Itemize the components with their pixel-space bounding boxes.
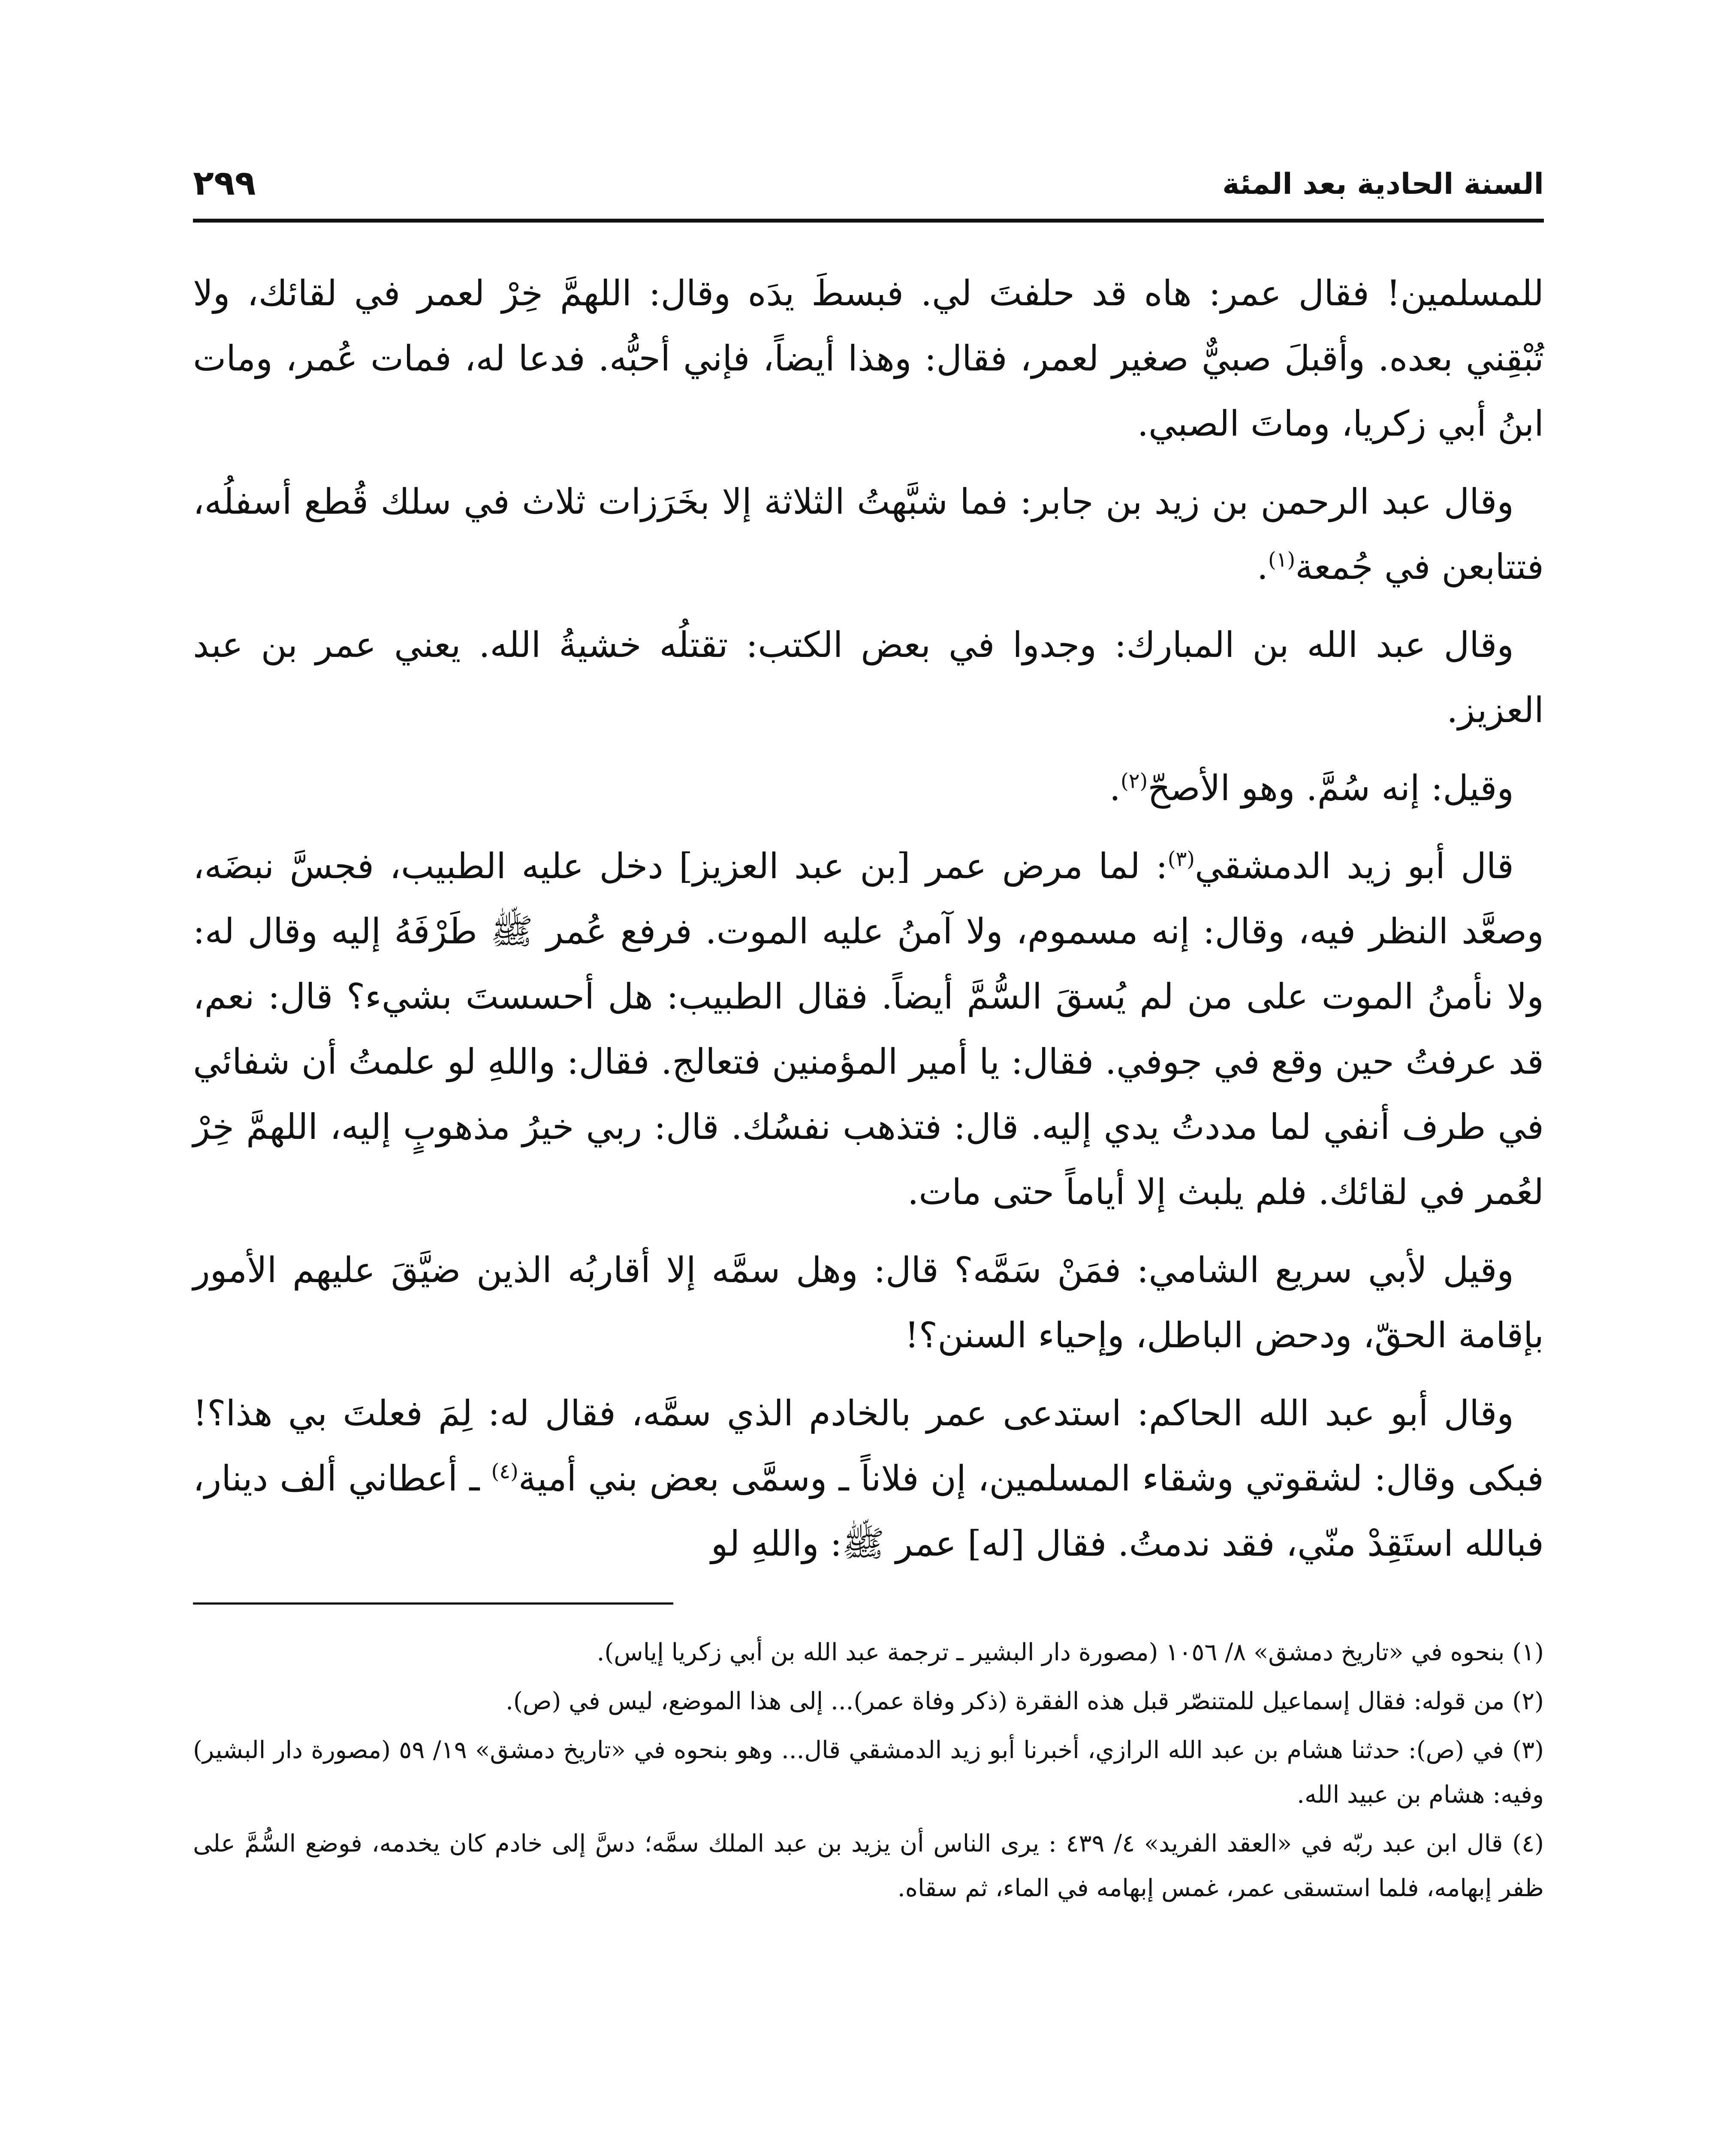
page-number: ٢٩٩ — [193, 163, 256, 203]
paragraph: قال أبو زيد الدمشقي$^{(٣)}$: لما مرض عمر [بن عبد العزيز] دخل عليه الطبيب، فجسَّ نبضَه، وصعَّد النظر فيه، وقال: إنه مسموم، ولا آمنُ عليه الموت. فرفع عُمر ﷺ طَرْفَهُ إليه وقال له: ولا نأمنُ الموت على من لم يُسقَ السُّمَّ أيضاً. فقال الطبيب: هل أحسستَ بشيء؟ قال: نعم، قد عرفتُ حين وقع في جوفي. فقال: يا أمير المؤمنين فتعالج. فقال: واللهِ لو علمتُ أن شفائي في طرف أنفي لما مددتُ يدي إليه. قال: فتذهب نفسُك. قال: ربي خيرُ مذهوبٍ إليه، اللهمَّ خِرْ لعُمر في لقائك. فلم يلبث إلا أياماً حتى مات. — [193, 846, 1544, 1213]
paragraph: وقال أبو عبد الله الحاكم: استدعى عمر بالخادم الذي سمَّه، فقال له: لِمَ فعلتَ بي هذا؟! فبكى وقال: لشقوتي وشقاء المسلمين، إن فلاناً ـ وسمَّى بعض بني أمية$^{(٤)}$ ـ أعطاني ألف دينار، فبالله استَقِدْ منّي، فقد ندمتُ. فقال [له] عمر ﷺ: واللهِ لو — [193, 1393, 1544, 1564]
footnote-mark: (١) — [1268, 548, 1296, 572]
paragraph: وقال عبد الرحمن بن زيد بن جابر: فما شبَّهتُ الثلاثة إلا بخَرَزات ثلاث في سلك قُطع أسفلُه، فتتابعن في جُمعة$^{(١)}$. — [193, 482, 1544, 587]
main-text — [193, 261, 1544, 1577]
paragraph: وقيل: إنه سُمَّ. وهو الأصحّ$^{(٢)}$. — [1109, 768, 1514, 809]
footnote-mark: (٤) — [491, 1459, 518, 1484]
book-page — [193, 163, 1544, 2144]
footnote: (٣) في (ص): حدثنا هشام بن عبد الله الرازي، أخبرنا أبو زيد الدمشقي قال... وهو بنحوه في «تاريخ دمشق» ١٩/ ٥٩ (مصورة دار البشير) وفيه: هشام بن عبيد الله. — [193, 1736, 1544, 1809]
running-title: السنة الحادية بعد المئة — [1222, 167, 1544, 201]
paragraph: وقال عبد الله بن المبارك: وجدوا في بعض الكتب: تقتلُه خشيةُ الله. يعني عمر بن عبد العزيز. — [193, 625, 1544, 731]
footnote-divider — [193, 1602, 673, 1605]
paragraph: وقيل لأبي سريع الشامي: فمَنْ سَمَّه؟ قال: وهل سمَّه إلا أقاربُه الذين ضيَّقَ عليهم الأمور بإقامة الحقّ، ودحض الباطل، وإحياء السنن؟! — [193, 1250, 1544, 1356]
paragraph: للمسلمين! فقال عمر: هاه قد حلفتَ لي. فبسطَ يدَه وقال: اللهمَّ خِرْ لعمر في لقائك، ولا تُبْقِني بعده. وأقبلَ صبيٌّ صغير لعمر، فقال: وهذا أيضاً، فإني أحبُّه. فدعا له، فمات عُمر، ومات ابنُ أبي زكريا، وماتَ الصبي. — [193, 273, 1544, 444]
footnote: (١) بنحوه في «تاريخ دمشق» ٨/ ١٠٥٦ (مصورة دار البشير ـ ترجمة عبد الله بن أبي زكريا إياس). — [597, 1638, 1544, 1666]
footnotes — [193, 1630, 1544, 1911]
footnote: (٤) قال ابن عبد ربّه في «العقد الفريد» ٤/ ٤٣٩ : يرى الناس أن يزيد بن عبد الملك سمَّه؛ دسَّ إلى خادم كان يخدمه، فوضع السُّمَّ على ظفر إبهامه، فلما استسقى عمر، غمس إبهامه في الماء، ثم سقاه. — [193, 1830, 1544, 1902]
page-header — [193, 163, 1544, 223]
footnote-mark: (٢) — [1120, 769, 1148, 793]
footnote: (٢) من قوله: فقال إسماعيل للمتنصّر قبل هذه الفقرة (ذكر وفاة عمر)... إلى هذا الموضع، ليس في (ص). — [506, 1687, 1544, 1715]
footnote-mark: (٣) — [1167, 847, 1195, 871]
